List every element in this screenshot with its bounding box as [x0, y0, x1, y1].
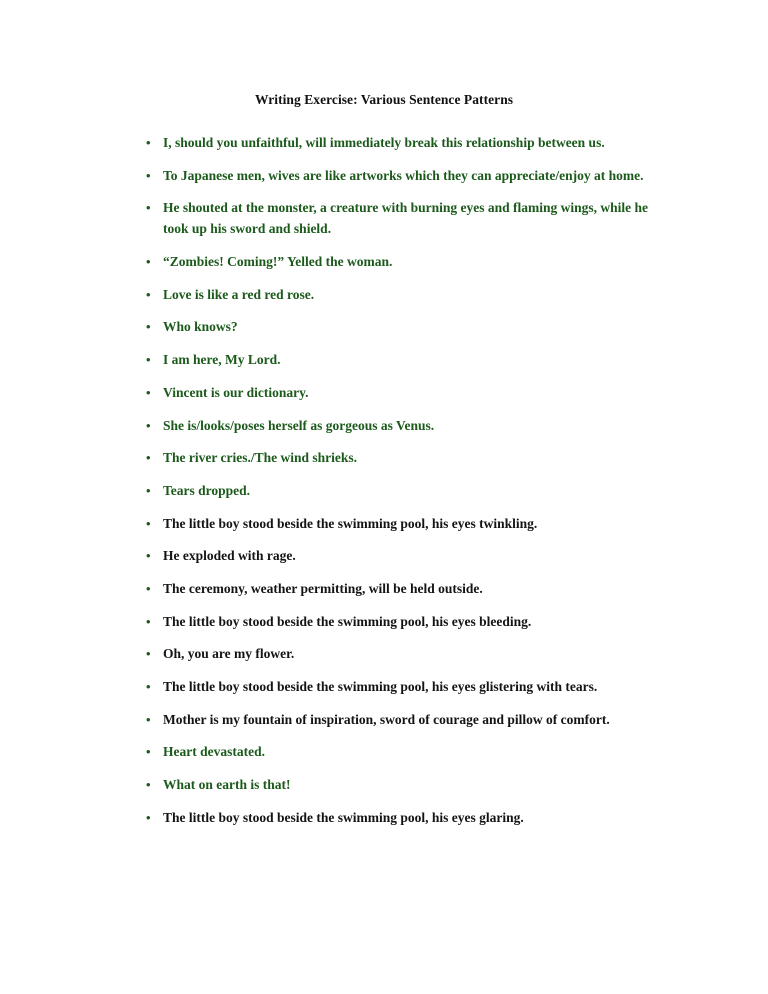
list-item: [146, 132, 666, 153]
list-item-text: Heart devastated.: [163, 744, 265, 760]
list-item: [146, 513, 666, 534]
list-item-text: The little boy stood beside the swimming pool, his eyes bleeding.: [163, 613, 532, 629]
list-item: [146, 480, 666, 501]
list-item: [146, 447, 666, 468]
list-item: [146, 709, 666, 730]
bullet-icon: •: [146, 679, 151, 694]
list-item: [146, 415, 666, 436]
bullet-icon: •: [146, 417, 151, 433]
list-item-text: Mother is my fountain of inspiration, sword of courage and pillow of comfort.: [163, 711, 610, 727]
bullet-icon: •: [146, 580, 151, 596]
bullet-icon: •: [146, 482, 151, 498]
list-item-text: The little boy stood beside the swimming pool, his eyes twinkling.: [163, 515, 538, 531]
bullet-icon: •: [146, 515, 151, 531]
list-item: [146, 316, 666, 337]
list-item: [146, 611, 666, 632]
bullet-icon: •: [146, 254, 151, 270]
list-item: [146, 382, 666, 403]
list-item-text: Love is like a red red rose.: [163, 286, 315, 302]
bullet-icon: •: [146, 613, 151, 629]
bullet-icon: •: [146, 200, 151, 216]
list-item: [146, 284, 666, 305]
list-item: [146, 807, 666, 828]
sentence-list: [146, 132, 666, 839]
list-item-text: He exploded with rage.: [163, 548, 296, 564]
bullet-icon: •: [146, 450, 151, 466]
bullet-icon: •: [146, 167, 151, 183]
list-item: [146, 578, 666, 599]
list-item: [146, 774, 666, 795]
list-item-text: Tears dropped.: [163, 482, 251, 498]
bullet-icon: •: [146, 744, 151, 760]
bullet-icon: •: [146, 319, 151, 335]
bullet-icon: •: [146, 135, 151, 150]
list-item-text: Oh, you are my flower.: [163, 646, 295, 662]
list-item: [146, 545, 666, 566]
bullet-icon: •: [146, 384, 151, 400]
list-item: [146, 165, 666, 186]
list-item-text: “Zombies! Coming!” Yelled the woman.: [163, 254, 393, 270]
bullet-icon: •: [146, 711, 151, 727]
list-item-text: She is/looks/poses herself as gorgeous as Venus.: [163, 417, 435, 433]
bullet-icon: •: [146, 352, 151, 368]
list-item-text: I am here, My Lord.: [163, 352, 281, 368]
list-item-text: Vincent is our dictionary.: [163, 384, 309, 400]
list-item: [146, 741, 666, 762]
list-item: [146, 643, 666, 664]
list-item-text: The little boy stood beside the swimming pool, his eyes glistering with tears.: [163, 679, 598, 694]
page-title-text: Writing Exercise: Various Sentence Patterns: [254, 92, 514, 107]
list-item-text: I, should you unfaithful, will immediately break this relationship between us.: [163, 135, 605, 150]
list-item-text: The little boy stood beside the swimming pool, his eyes glaring.: [163, 809, 524, 825]
bullet-icon: •: [146, 646, 151, 662]
list-item-text: What on earth is that!: [163, 777, 291, 793]
list-item: [146, 676, 666, 697]
bullet-icon: •: [146, 286, 151, 302]
list-item: [146, 251, 666, 272]
bullet-icon: •: [146, 777, 151, 793]
list-item-text: Who knows?: [163, 319, 238, 335]
list-item: [146, 197, 666, 239]
list-item-text: To Japanese men, wives are like artworks which they can appreciate/enjoy at home.: [163, 167, 644, 183]
list-item-text: The ceremony, weather permitting, will be held outside.: [163, 580, 483, 596]
bullet-icon: •: [146, 548, 151, 564]
page-title: [0, 92, 768, 108]
bullet-icon: •: [146, 809, 151, 825]
list-item-text: He shouted at the monster, a creature with burning eyes and flaming wings, while he took up his sword and shield.: [163, 200, 649, 237]
list-item: [146, 349, 666, 370]
list-item-text: The river cries./The wind shrieks.: [163, 450, 357, 466]
